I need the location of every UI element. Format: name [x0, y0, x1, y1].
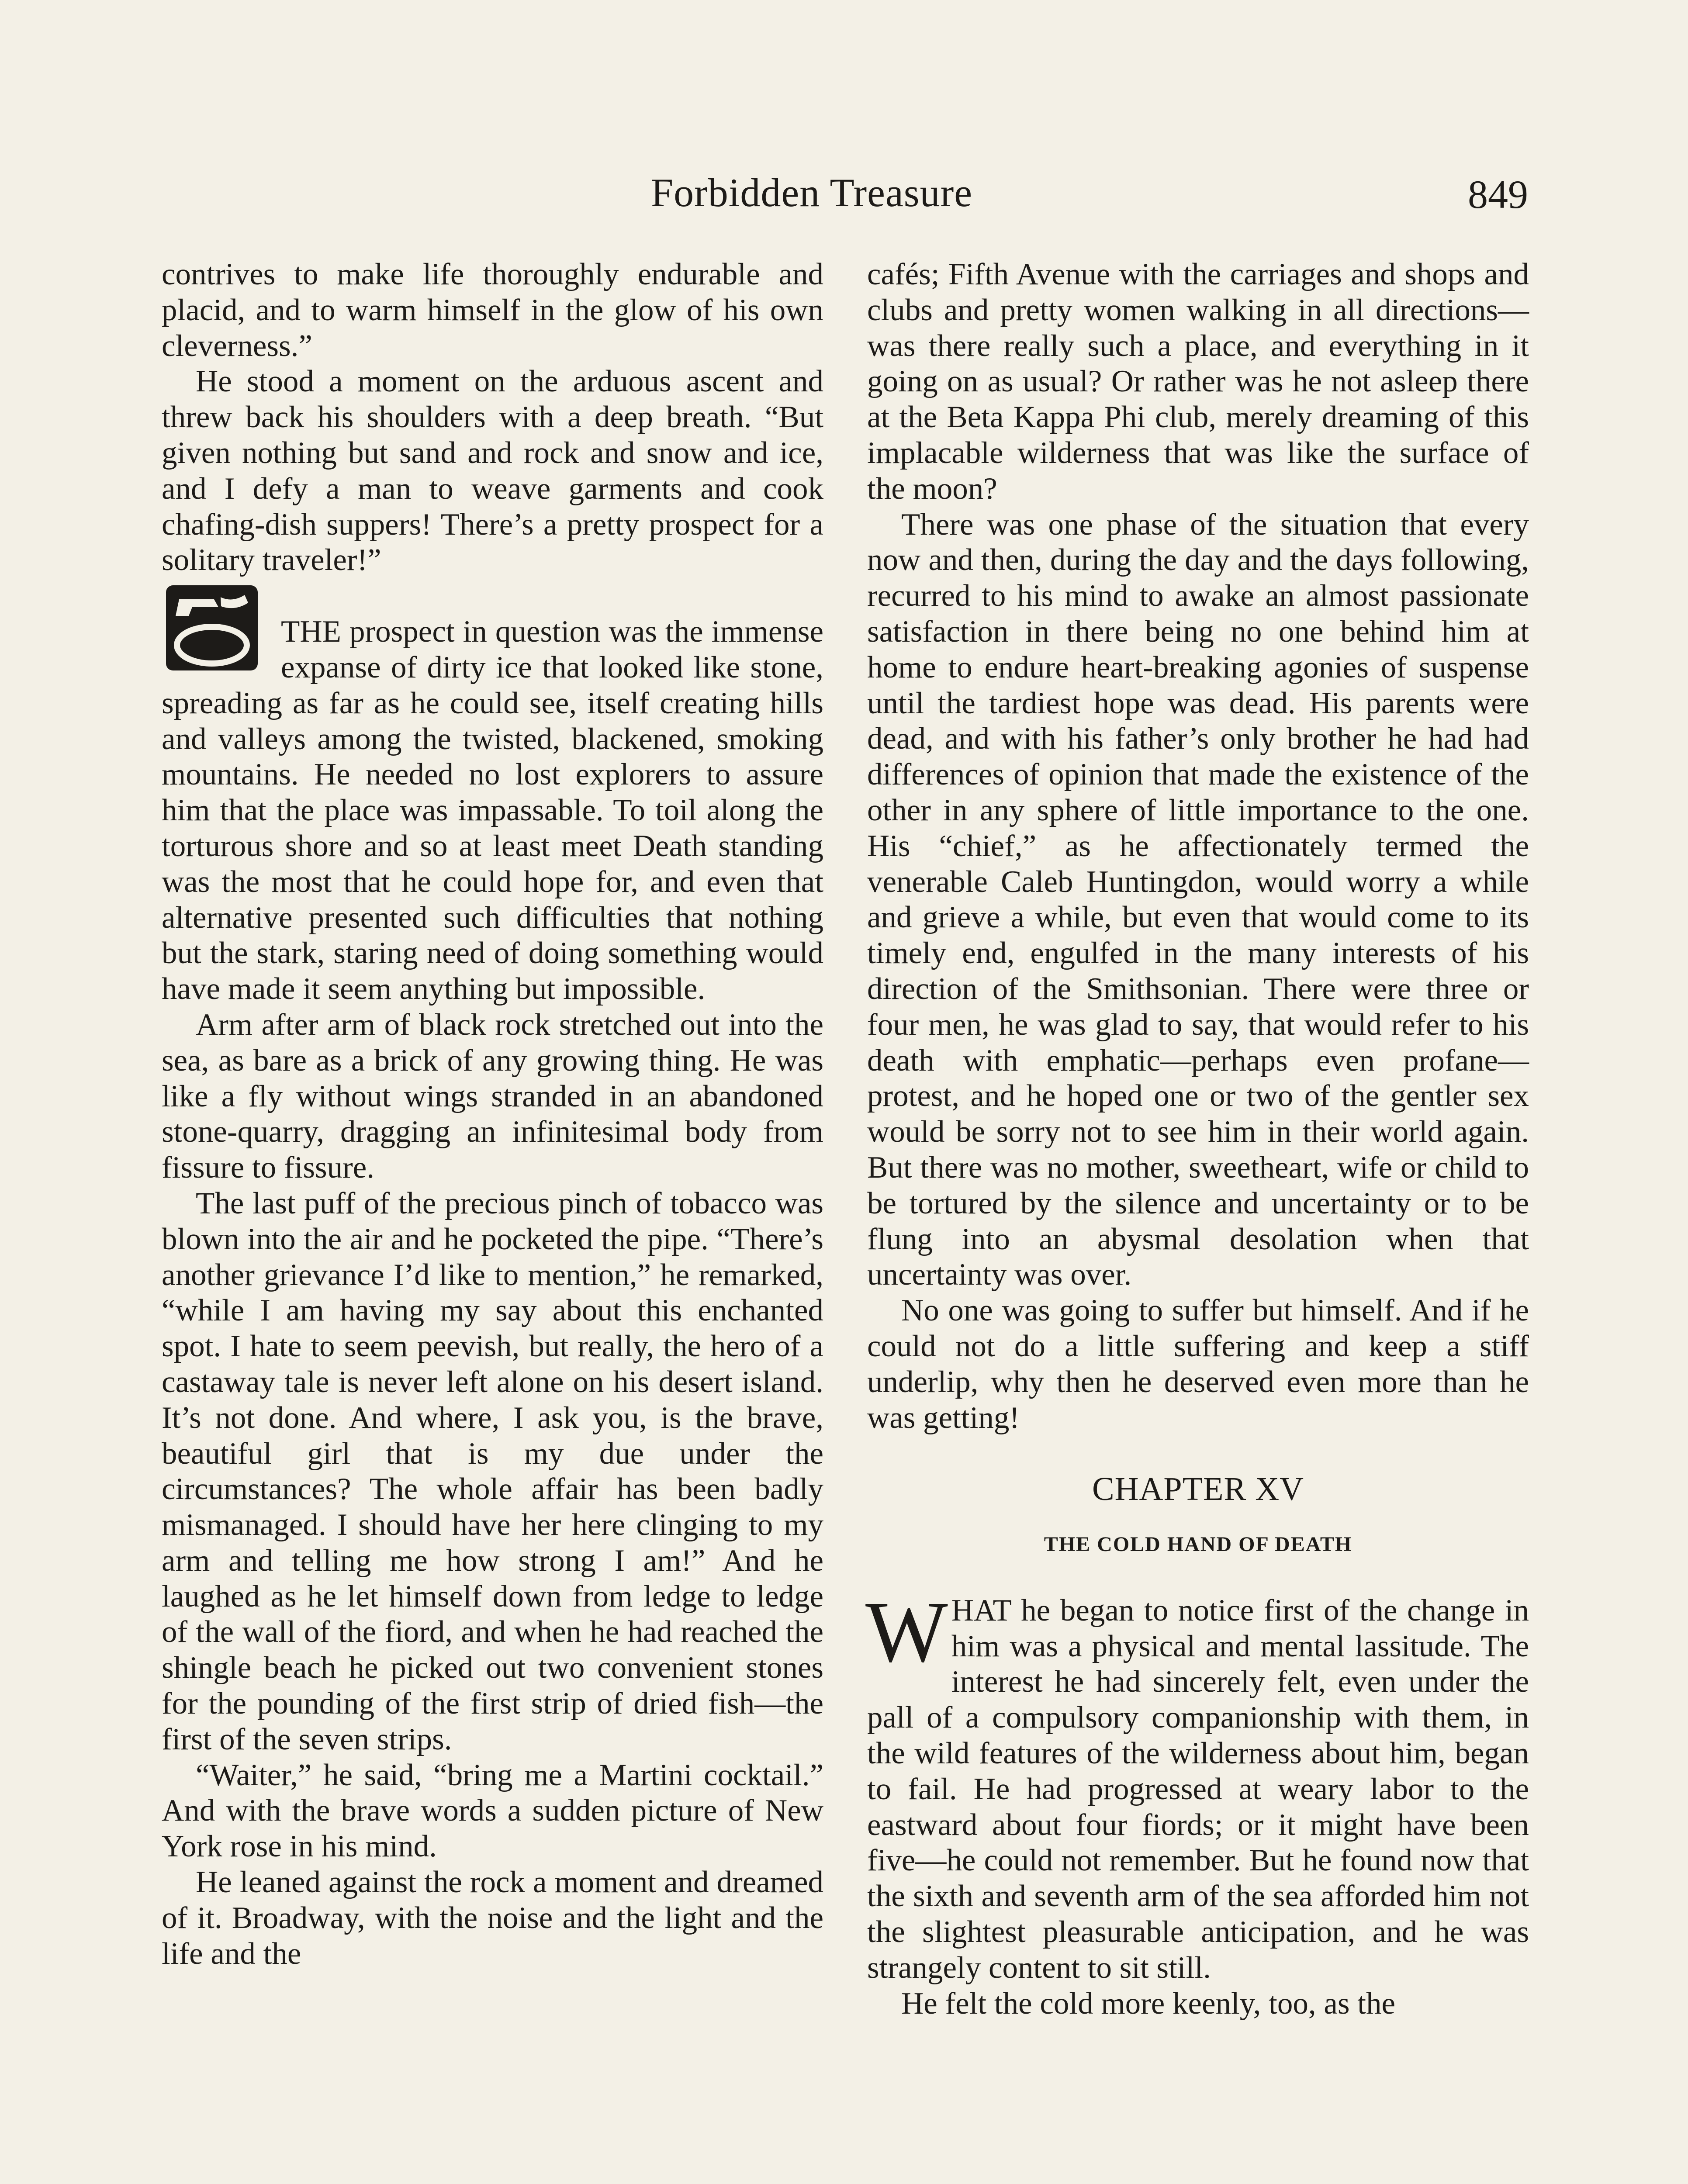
paragraph: Arm after arm of black rock stretched out into the sea, as bare as a brick of any growing thing. He was like a fly without wings stranded in an abandoned stone-quarry, dragging an infinitesimal body from fissure to fissure.	[162, 1007, 823, 1185]
paragraph: He leaned against the rock a moment and dreamed of it. Broadway, with the noise and the light and the life and the	[162, 1865, 823, 1971]
paragraph: There was one phase of the situation that every now and then, during the day and the days following, recurred to his mind to awake an almost passionate satisfaction in there being no one behind him at home to endure heart-breaking agonies of suspense until the tardiest hope was dead. His parents were dead, and with his father’s only brother he had had differences of opinion that made the existence of the other in any sphere of little importance to the one. His “chief,” as he affectionately termed the venerable Caleb Huntingdon, would worry a while and grieve a while, but even that would come to its timely end, engulfed in the many interests of his direction of the Smithsonian. There were three or four men, he was glad to say, that would refer to his death with emphatic—perhaps even profane—protest, and he hoped one or two of the gentler sex would be sorry not to see him in their world again. But there was no mother, sweetheart, wife or child to be tortured by the silence and uncertainty or to be flung into an abysmal desolation when that uncertainty was over.	[867, 507, 1529, 1292]
right-column	[867, 257, 1529, 2022]
page-number: 849	[1468, 172, 1528, 217]
drop-cap-letter: W	[865, 1583, 948, 1680]
paragraph-dropcap	[865, 1583, 1529, 1986]
paragraph: He felt the cold more keenly, too, as the	[901, 1986, 1396, 2021]
chapter-heading: CHAPTER XV	[1092, 1471, 1304, 1508]
left-column	[162, 257, 823, 1972]
chapter-subtitle: THE COLD HAND OF DEATH	[1044, 1533, 1352, 1556]
paragraph: The last puff of the precious pinch of tobacco was blown into the air and he pocketed the pipe. “There’s another grievance I’d like to mention,” he remarked, “while I am having my say about this enchanted spot. I hate to seem peevish, but really, the hero of a castaway tale is never left alone on his desert island. It’s not done. And where, I ask you, is the brave, beautiful girl that is my due under the circumstances? The whole affair has been badly mismanaged. I should have her here clinging to my arm and telling me how strong I am!” And he laughed as he let himself down from ledge to ledge of the wall of the fiord, and when he had reached the shingle beach he picked out two convenient stones for the pounding of the first strip of dried fish—the first of the seven strips.	[162, 1186, 823, 1756]
paragraph: “Waiter,” he said, “bring me a Martini cocktail.” And with the brave words a sudden picture of New York rose in his mind.	[162, 1758, 823, 1864]
running-head-title: Forbidden Treasure	[651, 170, 973, 215]
paragraph-text: HAT he began to notice first of the change in him was a physical and mental lassitude. The interest he had sincerely felt, even under the pall of a compulsory companionship with them, in the wild features of the wilderness about him, began to fail. He had progressed at weary labor to the eastward about four fiords; or it might have been five—he could not remember. But he found now that the sixth and seventh arm of the sea afforded him not the slightest pleasurable anticipation, and he was strangely content to sit still.	[867, 1593, 1529, 1985]
paragraph: He stood a moment on the arduous ascent and threw back his shoulders with a deep breath. “But given nothing but sand and rock and snow and ice, and I defy a man to weave garments and cook chafing-dish suppers! There’s a pretty prospect for a solitary traveler!”	[162, 364, 823, 577]
ornamental-initial-icon	[162, 582, 269, 679]
paragraph: contrives to make life thoroughly endurable and placid, and to warm himself in the glow of his own cleverness.”	[162, 257, 823, 363]
paragraph: No one was going to suffer but himself. And if he could not do a little suffering and keep a stiff underlip, why then he deserved even more than he was getting!	[867, 1293, 1529, 1435]
paragraph: THE prospect in question was the immense expanse of dirty ice that looked like stone, spreading as far as he could see, itself creating hills and valleys among the twisted, blackened, smoking mountains. He needed no lost explorers to assure him that the place was impassable. To toil along the torturous shore and so at least meet Death standing was the most that he could hope for, and even that alternative presented such difficulties that nothing but the stark, staring need of doing something would have made it seem anything but impossible.	[162, 615, 823, 1006]
paragraph: cafés; Fifth Avenue with the carriages and shops and clubs and pretty women walking in all directions—was there really such a place, and everything in it going on as usual? Or rather was he not asleep there at the Beta Kappa Phi club, merely dreaming of this implacable wilderness that was like the surface of the moon?	[867, 257, 1529, 506]
